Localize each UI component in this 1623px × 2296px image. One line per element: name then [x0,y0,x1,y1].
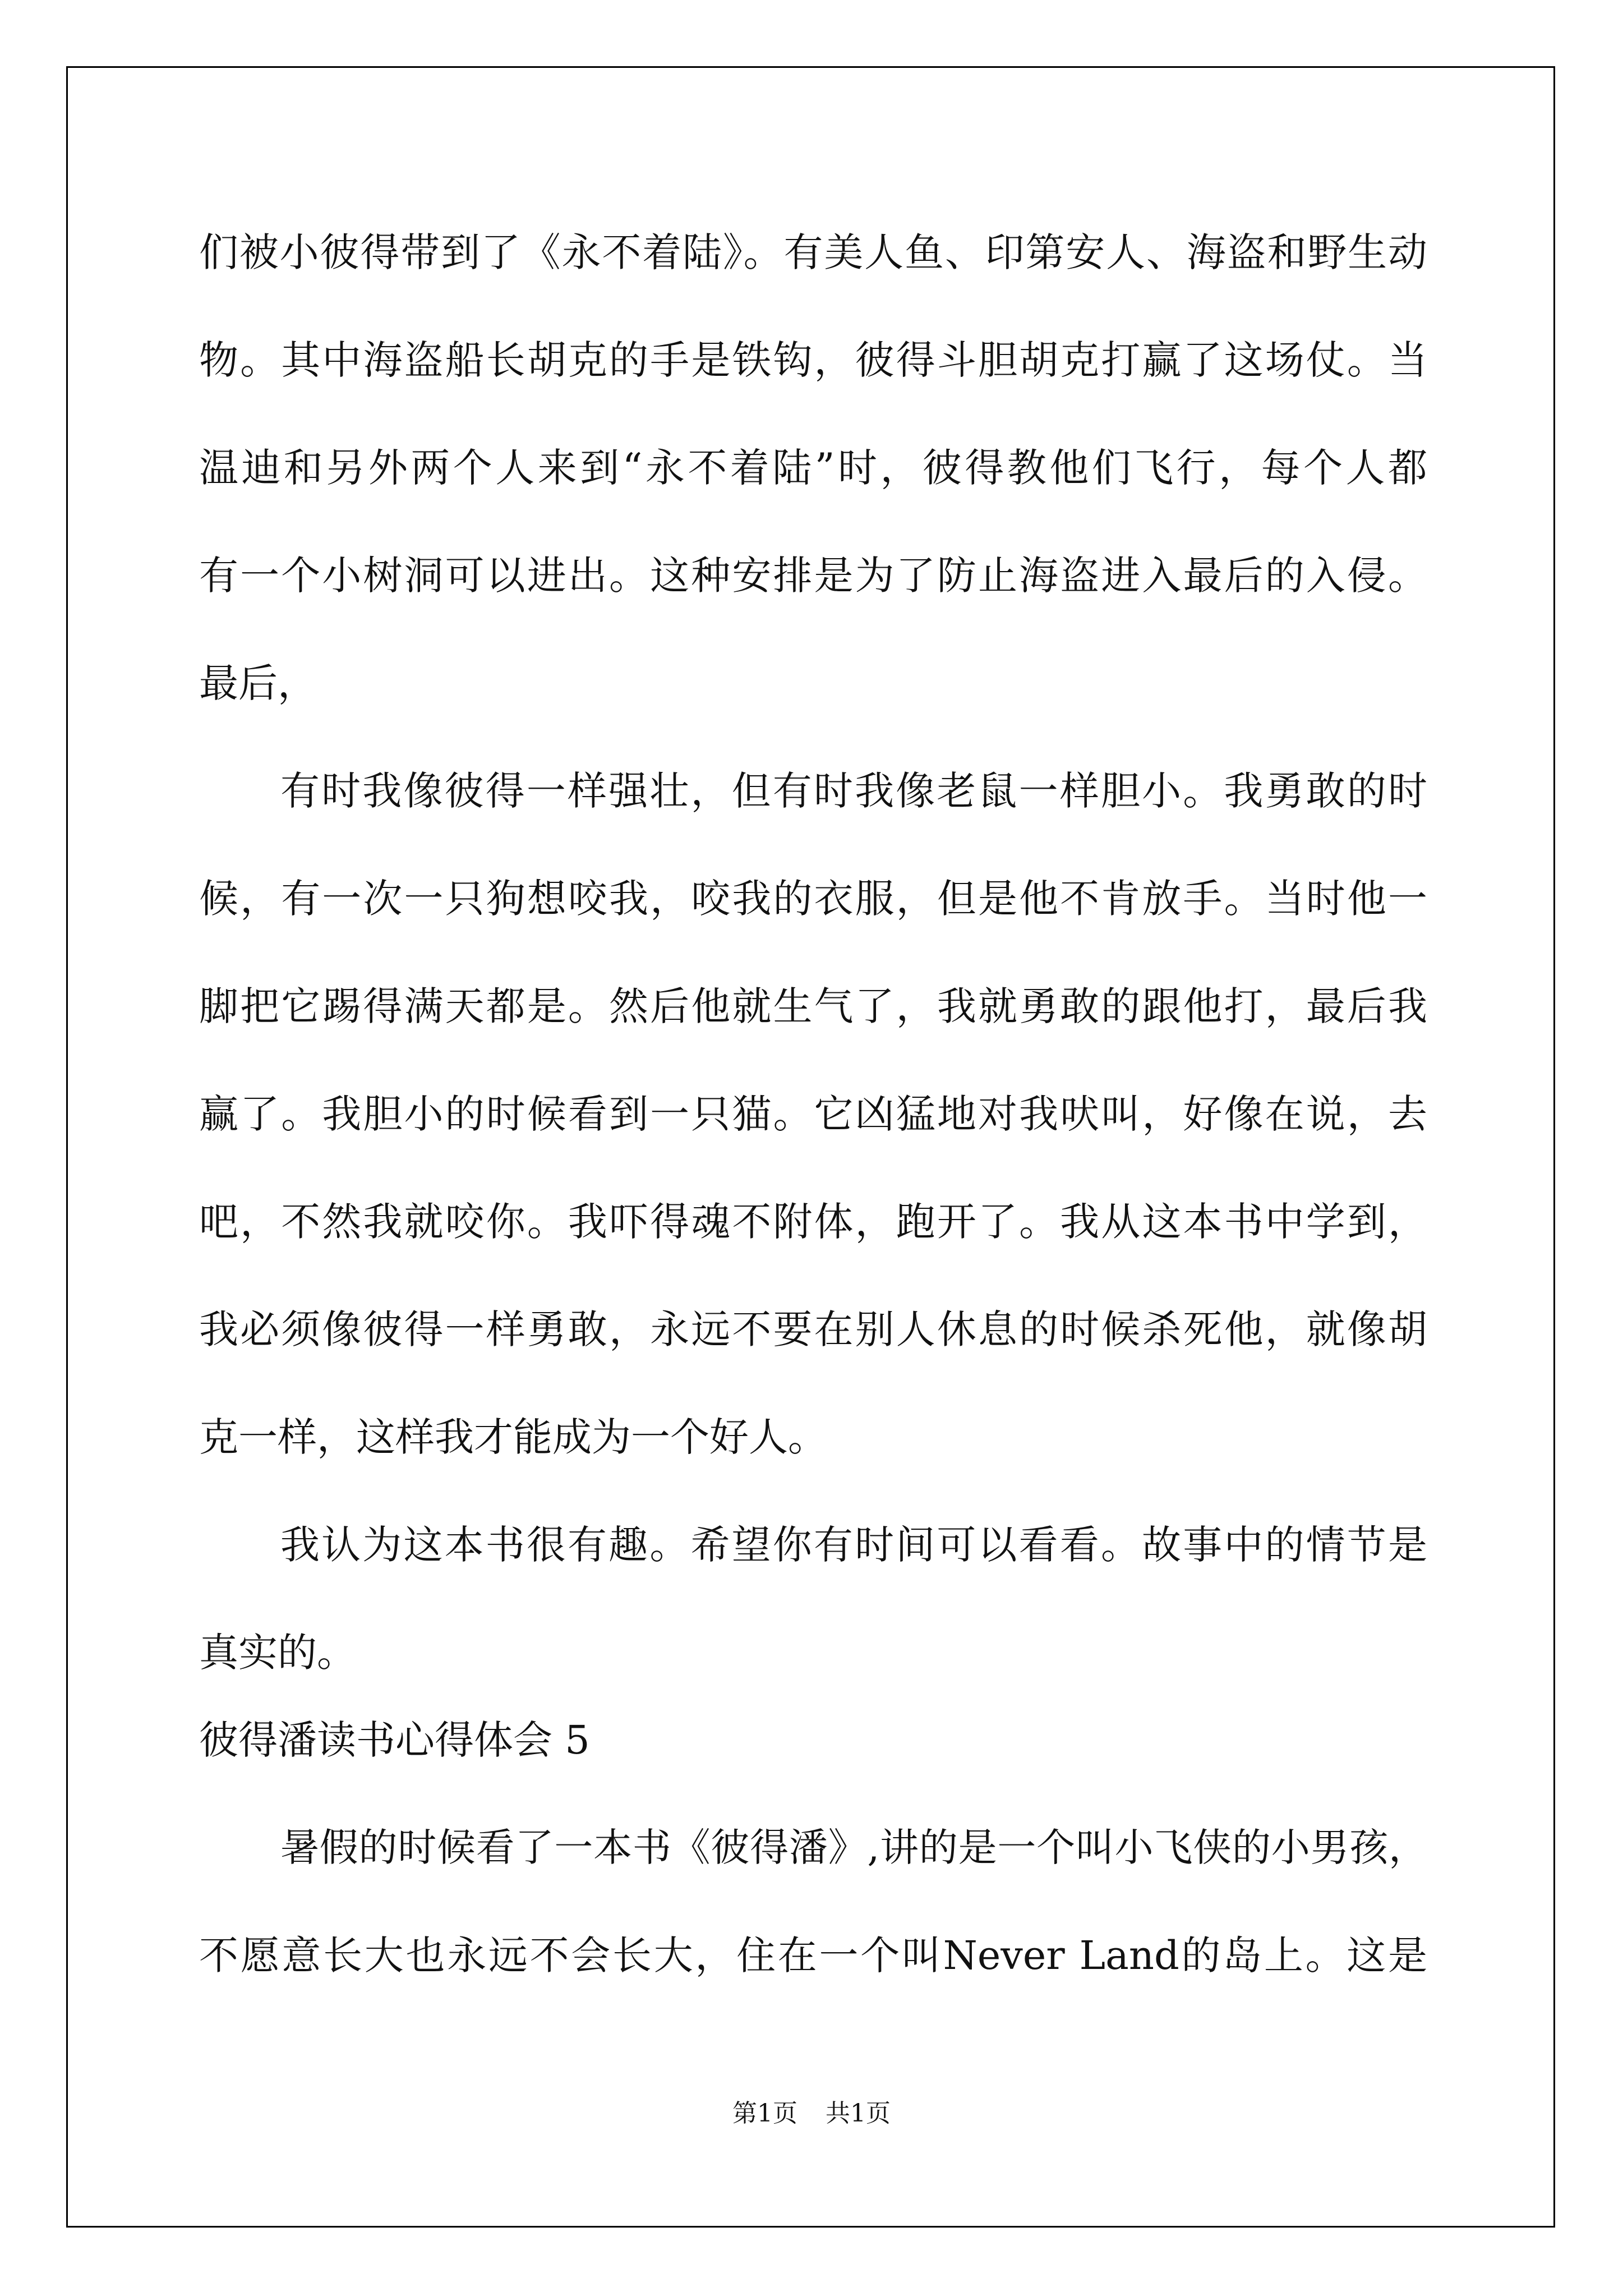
body-text-line: 赢了。我胆小的时候看到一只猫。它凶猛地对我吠叫，好像在说，去 [199,1091,1427,1137]
body-text-line: 温迪和另外两个人来到“永不着陆”时，彼得教他们飞行，每个人都 [199,445,1427,491]
page-border [66,66,1555,2228]
paragraph-first-line: 有时我像彼得一样强壮，但有时我像老鼠一样胆小。我勇敢的时 [280,768,1427,814]
body-text-line: 吧，不然我就咬你。我吓得魂不附体，跑开了。我从这本书中学到， [199,1199,1427,1245]
body-text-line: 最后， [199,660,317,706]
body-text-line: 有一个小树洞可以进出。这种安排是为了防止海盗进入最后的入侵。 [199,553,1427,599]
page-number-current: 第1页 [732,2099,797,2128]
paragraph-first-line: 我认为这本书很有趣。希望你有时间可以看看。故事中的情节是 [280,1522,1427,1568]
section-heading: 彼得潘读书心得体会 5 [199,1717,590,1763]
body-text-line: 们被小彼得带到了《永不着陆》。有美人鱼、印第安人、海盗和野生动 [199,229,1427,275]
body-text-line: 真实的。 [199,1630,356,1676]
body-text-line: 克一样，这样我才能成为一个好人。 [199,1414,827,1460]
paragraph-first-line: 暑假的时候看了一本书《彼得潘》,讲的是一个叫小飞侠的小男孩， [280,1825,1427,1870]
body-text-line: 候，有一次一只狗想咬我，咬我的衣服，但是他不肯放手。当时他一 [199,876,1427,922]
body-text-line: 物。其中海盗船长胡克的手是铁钩，彼得斗胆胡克打赢了这场仗。当 [199,337,1427,383]
page-number-total: 共1页 [826,2099,891,2128]
body-text-line: 不愿意长大也永远不会长大，住在一个叫Never Land的岛上。这是 [199,1932,1427,1978]
page-footer [0,2097,1623,2131]
body-text-line: 脚把它踢得满天都是。然后他就生气了，我就勇敢的跟他打，最后我 [199,983,1427,1029]
body-text-line: 我必须像彼得一样勇敢，永远不要在别人休息的时候杀死他，就像胡 [199,1306,1427,1352]
